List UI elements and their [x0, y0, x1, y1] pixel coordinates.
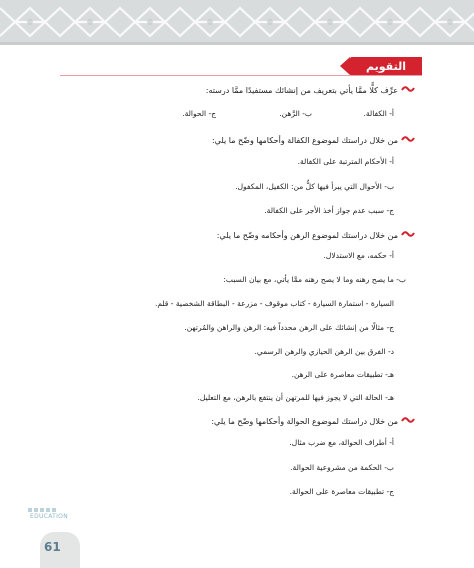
question-3-text: من خلال دراستك لموضوع الرهن وأحكامه وضّح ما يلي: [216, 231, 398, 240]
question-4-item-a: أ- أطراف الحوالة، مع ضرب مثال. [289, 438, 394, 447]
geometric-pattern-icon [0, 0, 474, 42]
question-4 [211, 416, 416, 427]
page-number: 61 [44, 540, 61, 554]
question-3-item-d: د- الفرق بين الرهن الحيازي والرهن الرسمي. [254, 347, 394, 356]
header-pattern-band [0, 0, 474, 45]
question-3-item-a: أ- حكمه، مع الاستدلال. [323, 251, 394, 260]
section-title-tab [344, 57, 422, 76]
title-underline [60, 75, 422, 76]
logo-text: EDUCATION [30, 513, 68, 520]
question-3-item-b-list: السيارة - استمارة السيارة - كتاب موقوف - مزرعة - البطاقة الشخصية - قلم. [154, 299, 394, 308]
question-2 [212, 135, 416, 146]
question-4-text: من خلال دراستك لموضوع الحوالة وأحكامها وضّح ما يلي: [211, 417, 398, 426]
option-a: أ- الكفالة. [363, 109, 394, 118]
question-2-item-b: ب- الأحوال التي يبرأ فيها كلٌّ من: الكفيل، المكفول. [235, 182, 394, 191]
question-3 [217, 230, 416, 241]
question-2-text: من خلال دراستك لموضوع الكفالة وأحكامها وضّح ما يلي: [211, 136, 398, 145]
question-2-item-c: ج- سبب عدم جواز أخذ الأجر على الكفالة. [264, 206, 394, 215]
section-title: التقويم [350, 57, 422, 76]
question-4-item-c: ج- تطبيقات معاصرة على الحوالة. [289, 487, 394, 496]
question-3-item-b: ب- ما يصح رهنه وما لا يصح رهنه ممَّا يأتي، مع بيان السبب: [223, 275, 406, 284]
option-c: ج- الحوالة. [182, 109, 216, 118]
question-4-item-b: ب- الحكمة من مشروعية الحوالة. [290, 463, 394, 472]
question-2-item-a: أ- الأحكام المترتبة على الكفالة. [297, 157, 394, 166]
question-marker-icon [400, 135, 416, 144]
question-marker-icon [400, 85, 416, 94]
page-footer [18, 506, 78, 568]
question-3-item-c: ج- مثالًا من إنشائك على الرهن محدداً فيه: الرهن والراهن والمُرتهن. [184, 323, 394, 332]
question-3-item-f: هـ- الحالة التي لا يجوز فيها للمرتهن أن ينتفع بالرهن، مع التعليل. [197, 393, 394, 402]
question-marker-icon [400, 416, 416, 425]
question-1-text: عرِّف كلًّا ممَّا يأتي بتعريف من إنشائك مستفيدًا ممَّا درسته: [205, 86, 398, 95]
question-3-item-e: هـ- تطبيقات معاصرة على الرهن. [291, 370, 394, 379]
question-1 [206, 85, 416, 96]
option-b: ب- الرَّهن. [279, 109, 312, 118]
question-marker-icon [400, 230, 416, 239]
